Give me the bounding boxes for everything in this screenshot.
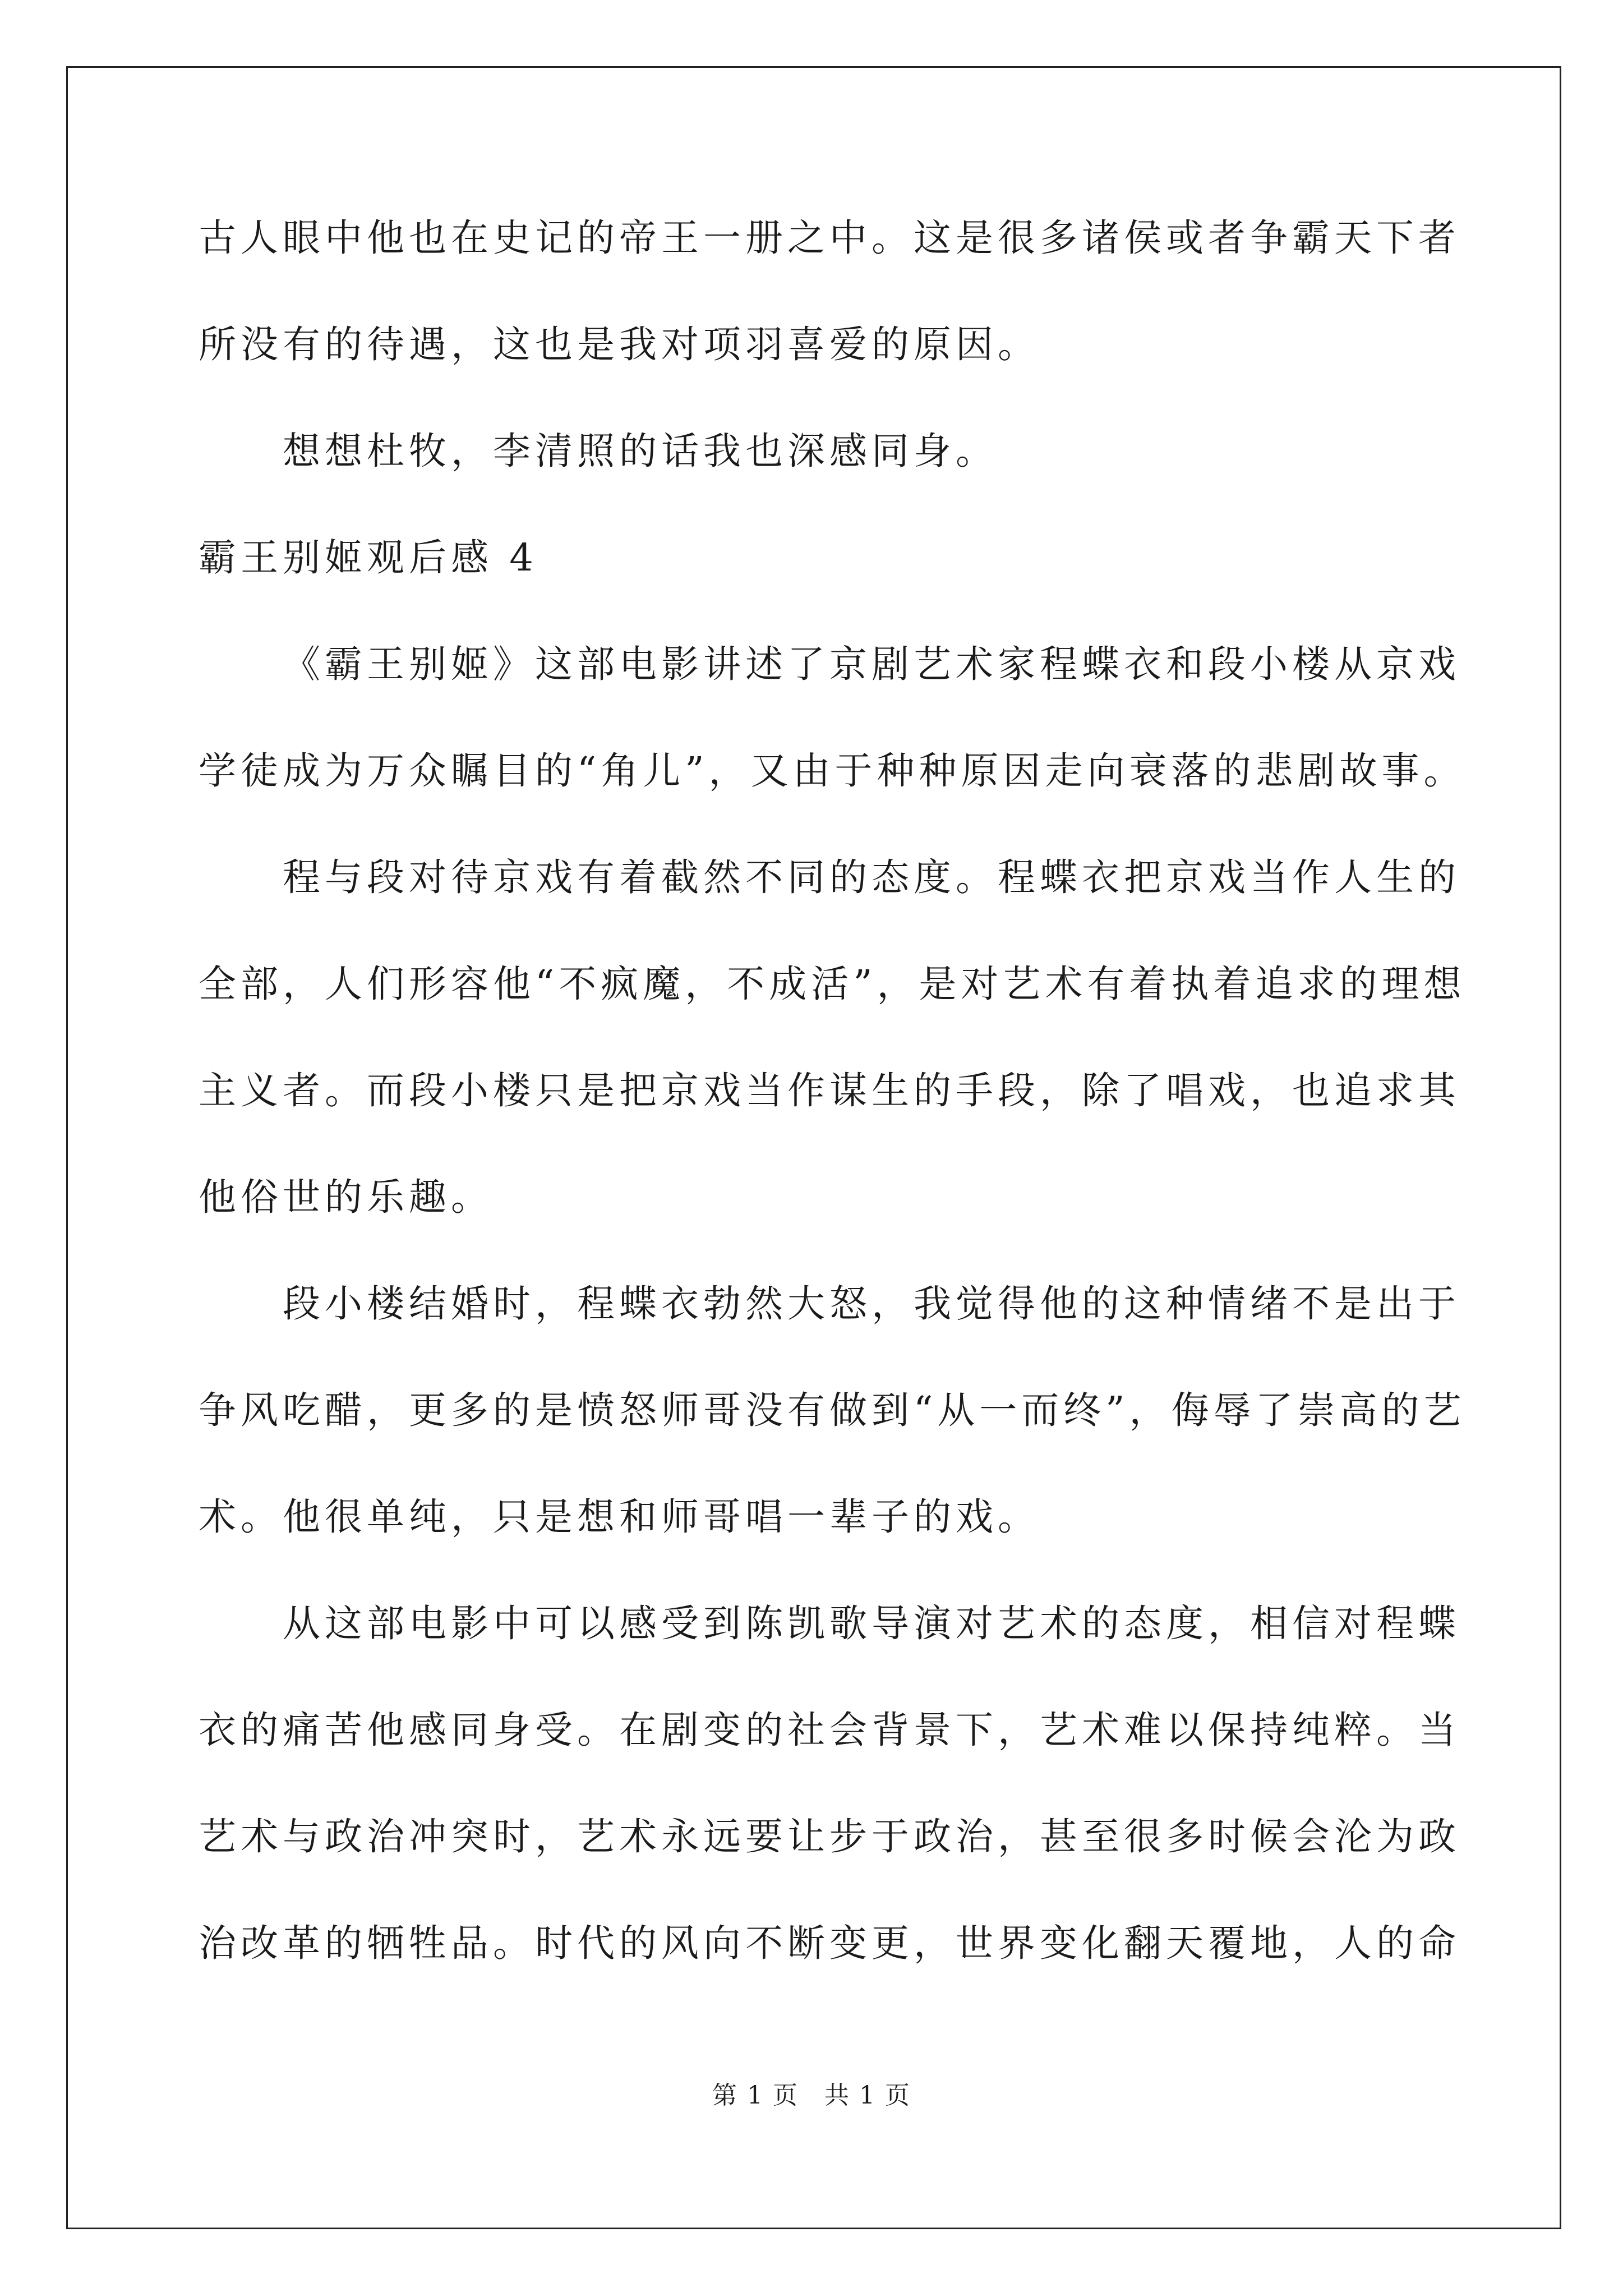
text-line: 衣的痛苦他感同身受。在剧变的社会背景下，艺术难以保持纯粹。当 xyxy=(199,1708,1460,1752)
paragraph-line: 想想杜牧，李清照的话我也深感同身。 xyxy=(283,429,998,473)
section-heading: 霸王别姬观后感 4 xyxy=(199,536,538,579)
text-line: 所没有的待遇，这也是我对项羽喜爱的原因。 xyxy=(199,323,1040,366)
page-frame xyxy=(66,66,1561,2229)
text-line: 全部，人们形容他“不疯魔，不成活”，是对艺术有着执着追求的理想 xyxy=(199,962,1466,1006)
text-line: 治改革的牺牲品。时代的风向不断变更，世界变化翻天覆地，人的命 xyxy=(199,1921,1460,1965)
text-line: 艺术与政治冲突时，艺术永远要让步于政治，甚至很多时候会沦为政 xyxy=(199,1815,1460,1858)
paragraph-line: 程与段对待京戏有着截然不同的态度。程蝶衣把京戏当作人生的 xyxy=(283,855,1460,899)
page-footer: 第 1 页 共 1 页 xyxy=(712,2081,911,2110)
text-line: 学徒成为万众瞩目的“角儿”，又由于种种原因走向衰落的悲剧故事。 xyxy=(199,749,1466,793)
paragraph-line: 从这部电影中可以感受到陈凯歌导演对艺术的态度，相信对程蝶 xyxy=(283,1602,1460,1645)
text-line: 他俗世的乐趣。 xyxy=(199,1175,493,1219)
text-line: 古人眼中他也在史记的帝王一册之中。这是很多诸侯或者争霸天下者 xyxy=(199,216,1460,260)
text-line: 争风吃醋，更多的是愤怒师哥没有做到“从一而终”，侮辱了崇高的艺 xyxy=(199,1388,1466,1432)
text-line: 术。他很单纯，只是想和师哥唱一辈子的戏。 xyxy=(199,1495,1040,1539)
paragraph-line: 《霸王别姬》这部电影讲述了京剧艺术家程蝶衣和段小楼从京戏 xyxy=(283,642,1460,686)
text-line: 主义者。而段小楼只是把京戏当作谋生的手段，除了唱戏，也追求其 xyxy=(199,1069,1460,1112)
paragraph-line: 段小楼结婚时，程蝶衣勃然大怒，我觉得他的这种情绪不是出于 xyxy=(283,1282,1460,1326)
